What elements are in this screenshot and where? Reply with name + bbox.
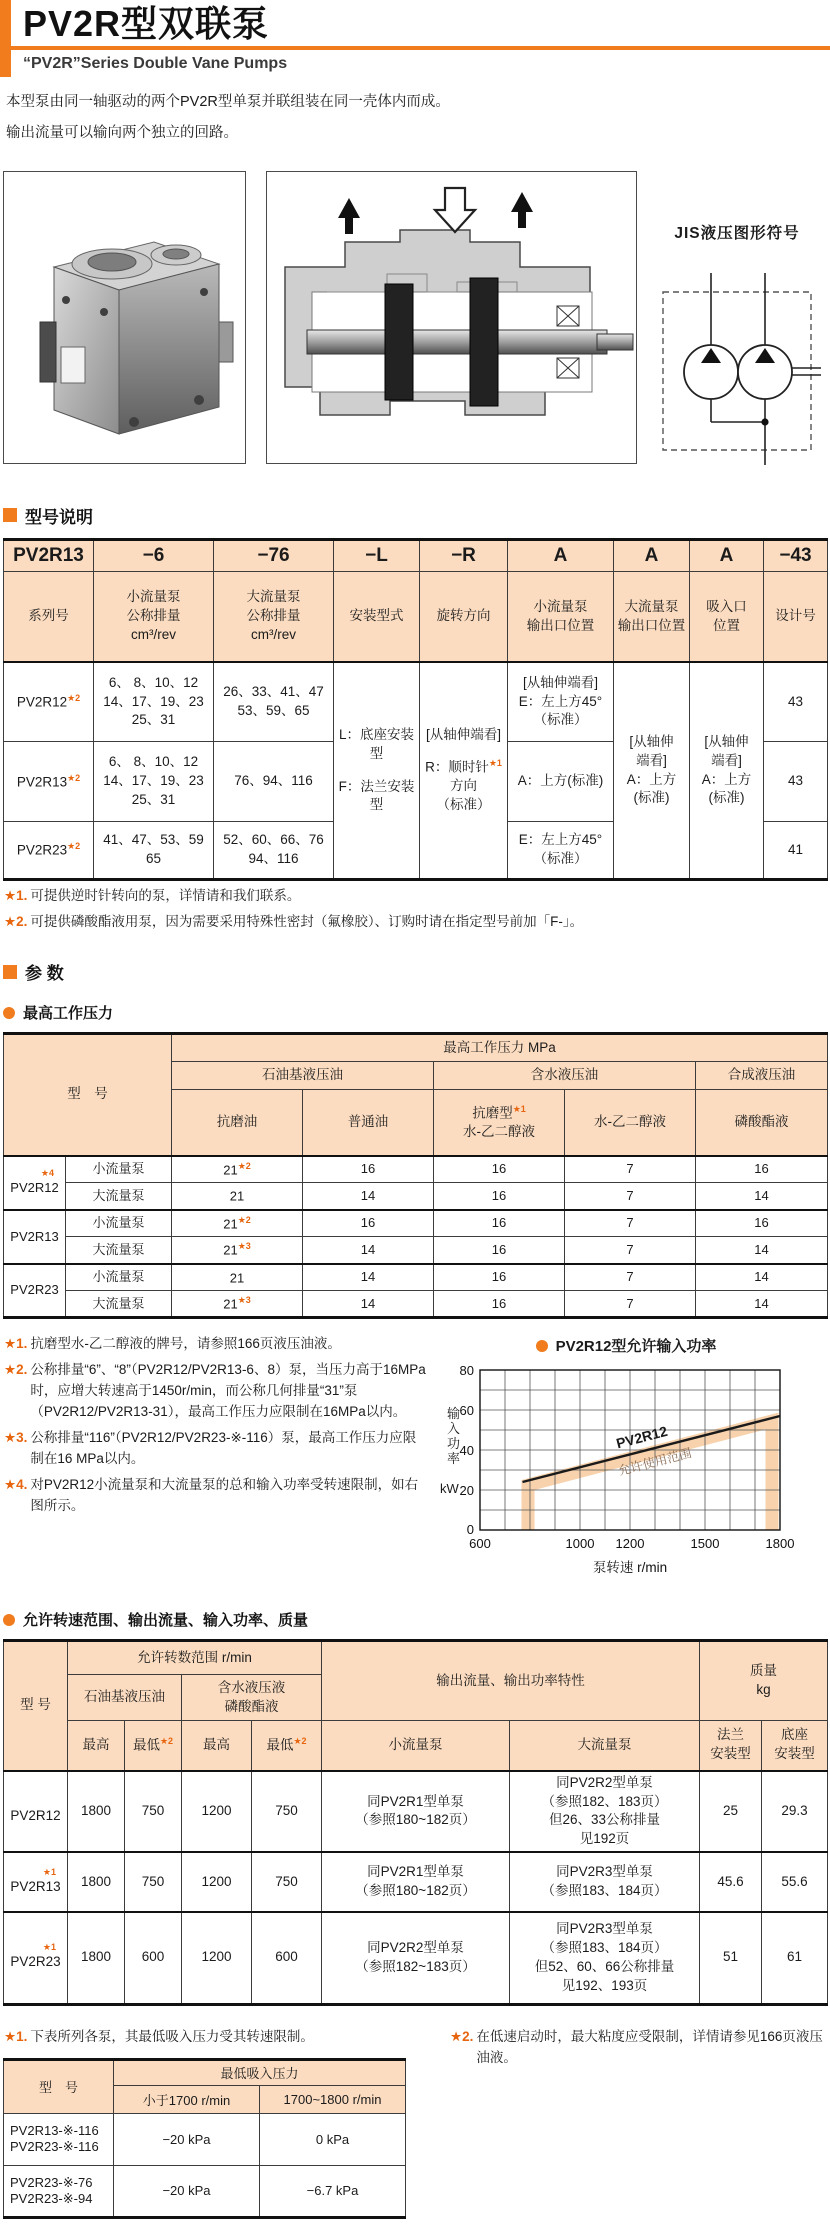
subsection-max-pressure [3,1002,830,1023]
section-title: 型号说明 [25,507,93,527]
code-cell: A [508,539,614,572]
value-cell: 14 [303,1183,434,1210]
small-displacement-cell: 6、 8、10、12 14、17、19、23 25、31 [94,742,214,822]
value-cell: 750 [125,1852,182,1912]
footnote-marker: ★2. [450,2028,474,2044]
value-cell: −20 kPa [114,2113,260,2165]
column-header: 大流量泵 输出口位置 [614,572,690,662]
table-row [4,1156,828,1183]
page-header [0,0,830,77]
page-title: PV2R型双联泵 [23,3,270,44]
code-cell: −76 [214,539,334,572]
large-outlet-cell: [从轴伸 端看] A：上方 (标准) [614,662,690,880]
footnote-marker: ★1. [4,2028,28,2044]
value-cell: 14 [696,1264,828,1291]
table-row [4,662,828,742]
column-header: 大流量泵 公称排量 cm³/rev [214,572,334,662]
small-outlet-cell: E：左上方45° （标准） [508,822,614,880]
value-cell: 1200 [182,1912,252,2004]
input-power-chart [428,1335,824,1591]
table-row [4,1183,828,1210]
value-cell: 21 [172,1264,303,1291]
footnote-text: 下表所列各泵，其最低吸入压力受其转速限制。 [30,2028,314,2044]
value-cell: 14 [696,1237,828,1264]
code-cell: PV2R13 [4,539,94,572]
oil-type-header: 抗磨油 [172,1090,303,1156]
chart-x-axis-label: 泵转速 r/min [592,1560,668,1576]
cross-section-drawing [267,172,635,462]
value-cell: 1200 [182,1852,252,1912]
value-cell: 600 [125,1912,182,2004]
oil-group-header: 合成液压油 [696,1062,828,1090]
pump-size-cell: 大流量泵 [66,1291,172,1318]
mass-cell: 29.3 [762,1771,828,1853]
max-header: 最高 [68,1721,125,1771]
value-cell: 14 [696,1291,828,1318]
model-cell: $^{★1}$ PV2R13 [4,1852,68,1912]
column-header: 设计号 [764,572,828,662]
svg-text:0: 0 [466,1522,474,1538]
pump-size-cell: 小流量泵 [66,1210,172,1237]
value-cell: 7 [565,1264,696,1291]
large-displacement-cell: 26、33、41、47 53、59、65 [214,662,334,742]
bottom-left-column [0,2022,420,2219]
value-cell: 14 [303,1237,434,1264]
series-cell: $PV2R13^{★2}$ [4,742,94,822]
rotation-cell: [从轴伸端看] R：顺时针$^{★1}$ 方向 （标准） [420,662,508,880]
pressure-header-row [4,1034,828,1062]
column-header: 安装型式 [334,572,420,662]
section-parameters [3,959,830,984]
orange-square-icon [3,965,17,979]
value-cell: 7 [565,1156,696,1183]
value-cell: 7 [565,1237,696,1264]
chart-y-axis-label: 输入功率 [446,1406,460,1466]
value-cell: 14 [303,1264,434,1291]
column-header: 系列号 [4,572,94,662]
value-cell: 600 [252,1912,322,2004]
pump-size-cell: 小流量泵 [66,1264,172,1291]
subsection-speed-flow [3,1609,830,1630]
value-cell: 7 [565,1210,696,1237]
svg-text:1500: 1500 [690,1536,720,1552]
value-cell: 16 [696,1210,828,1237]
column-header: 小流量泵 输出口位置 [508,572,614,662]
x-tick-labels [469,1536,794,1551]
notes-and-chart-row [0,1329,830,1591]
pump-size-cell: 小流量泵 [66,1156,172,1183]
orange-dot-icon [3,1007,15,1019]
value-cell: 16 [303,1210,434,1237]
oil-group-header: 石油基液压油 [172,1062,434,1090]
svg-text:80: 80 [459,1363,474,1379]
jis-symbol-label: JIS液压图形符号 [674,224,800,242]
small-pump-ref-cell: 同PV2R2型单泵 （参照182~183页） [322,1912,510,2004]
bottom-section [0,2022,830,2219]
line-label: PV2R12 [614,1423,669,1452]
footnote-text: 可提供磷酸酯液用泵，因为需要采用特殊性密封（氟橡胶）、订购时请在指定型号前加「F-」。 [30,914,584,930]
value-cell: −6.7 kPa [260,2165,406,2217]
model-label-header: 型 号 [4,1034,172,1156]
value-cell: 750 [125,1771,182,1853]
small-displacement-cell: 41、47、53、59 65 [94,822,214,880]
page-subtitle: “PV2R”Series Double Vane Pumps [23,55,288,73]
orange-dot-icon [536,1340,548,1352]
footnote-text: 对PV2R12小流量泵和大流量泵的总和输入功率受转速限制，如右图所示。 [30,1476,419,1513]
mass-cell: 61 [762,1912,828,2004]
value-cell: $21^{★3}$ [172,1237,303,1264]
code-cell: −L [334,539,420,572]
model-code-table [3,538,828,882]
footnote [4,912,830,933]
jis-hydraulic-symbol [651,267,823,472]
footnote-marker: ★2 [67,692,81,703]
max-pressure-table [3,1032,828,1319]
small-outlet-cell: A：上方(标准) [508,742,614,822]
table-row [4,2113,406,2165]
value-cell: 14 [696,1183,828,1210]
table-row [4,1237,828,1264]
intro-line: 输出流量可以输向两个独立的回路。 [6,124,238,141]
design-number-cell: 41 [764,822,828,880]
model-label-header: 型 号 [4,2059,114,2113]
small-displacement-cell: 6、 8、10、12 14、17、19、23 25、31 [94,662,214,742]
chart-title: PV2R12型允许输入功率 [555,1338,717,1356]
oil-type-header: 普通油 [303,1090,434,1156]
column-header: 旋转方向 [420,572,508,662]
footnote-text: 抗磨型水-乙二醇液的牌号，请参照166页液压油液。 [30,1336,341,1352]
footnote-text: 公称排量“6”、“8”（PV2R12/PV2R13-6、8）泵，当压力高于16MPa时，应增大转速高于1450r/min，而公称几何排量“31”泵（PV2R12/PV2R13-31），最高工作压力应限制在16MPa以内。 [30,1362,426,1419]
speed-band-header: 1700~1800 r/min [260,2085,406,2113]
svg-text:60: 60 [459,1403,474,1419]
mass-cell: 45.6 [700,1852,762,1912]
band-label: 允许使用范围 [616,1446,694,1479]
value-cell: −20 kPa [114,2165,260,2217]
table-row [4,1912,828,2004]
oil-type-header: 磷酸酯液 [696,1090,828,1156]
value-cell: 7 [565,1291,696,1318]
footnote-marker: ★3. [4,1429,28,1445]
model-cell: $^{★1}$ PV2R23 [4,1912,68,2004]
min-header: 最低$^{★2}$ [252,1721,322,1771]
large-pump-ref-cell: 同PV2R3型单泵 （参照183、184页） [510,1852,700,1912]
footnote-marker: ★4. [4,1476,28,1492]
value-cell: 16 [434,1291,565,1318]
footnote-marker: ★2. [4,914,28,930]
mass-cell: 51 [700,1912,762,2004]
large-pump-ref-cell: 同PV2R2型单泵 （参照182、183页） 但26、33公称排量 见192页 [510,1771,700,1853]
value-cell: 14 [303,1291,434,1318]
small-outlet-cell: [从轴伸端看] E：左上方45° （标准） [508,662,614,742]
subsection-title: 最高工作压力 [23,1005,114,1023]
svg-text:1200: 1200 [615,1536,645,1552]
code-cell: A [690,539,764,572]
small-pump-header: 小流量泵 [322,1721,510,1771]
flow-power-header: 输出流量、输出功率特性 [322,1641,700,1721]
y-tick-labels [460,1363,474,1537]
chart-plot [428,1360,820,1586]
footnote [4,886,830,907]
section-title: 参 数 [25,964,64,984]
pressure-footnotes [0,1329,428,1591]
footnote-marker: ★1 [488,757,502,768]
large-pump-header: 大流量泵 [510,1721,700,1771]
speed-subheader-row [4,1721,828,1771]
series-cell: $PV2R12^{★2}$ [4,662,94,742]
oil-type-header: 抗磨型$^{★1}$ 水-乙二醇液 [434,1090,565,1156]
value-cell: 1800 [68,1771,125,1853]
value-cell: 21 [172,1183,303,1210]
svg-text:1800: 1800 [765,1536,795,1552]
small-pump-ref-cell: 同PV2R1型单泵 （参照180~182页） [322,1771,510,1853]
table-row [4,1852,828,1912]
pump-size-cell: 大流量泵 [66,1237,172,1264]
code-cell: −R [420,539,508,572]
chart-title-row [428,1335,824,1356]
model-cell: $^{★4}$ PV2R12 [4,1156,66,1210]
footnote-text: 在低速启动时，最大粘度应受限制，详情请参见166页液压油液。 [476,2028,823,2065]
value-cell: 1800 [68,1852,125,1912]
mass-cell: 55.6 [762,1852,828,1912]
model-cell: PV2R12 [4,1771,68,1853]
model-cell: PV2R13 [4,1210,66,1264]
table-row [4,1291,828,1318]
suction-header-row [4,2059,406,2085]
speed-range-header: 允许转数范围 r/min [68,1641,322,1675]
value-cell: 16 [434,1210,565,1237]
oil-type-header: 水-乙二醇液 [565,1090,696,1156]
series-cell: $PV2R23^{★2}$ [4,822,94,880]
value-cell: 7 [565,1183,696,1210]
model-header-row [4,572,828,662]
footnote-marker: ★1. [4,1336,28,1352]
model-cell: PV2R23 [4,1264,66,1318]
footnote-text: 可提供逆时针转向的泵，详情请和我们联系。 [30,888,301,904]
value-cell: $21^{★2}$ [172,1210,303,1237]
footnote-text: 公称排量“116”（PV2R12/PV2R23-※-116）泵，最高工作压力应限制在16 MPa以内。 [30,1429,417,1466]
large-displacement-cell: 76、94、116 [214,742,334,822]
footnote-marker: ★2 [67,772,81,783]
footnote-marker: ★1. [4,888,28,904]
figures-row [3,171,830,477]
max-header: 最高 [182,1721,252,1771]
mass-header: 质量 kg [700,1641,828,1721]
model-cell: PV2R13-※-116 PV2R23-※-116 [4,2113,114,2165]
column-header: 吸入口 位置 [690,572,764,662]
table-row [4,1210,828,1237]
orange-square-icon [3,508,17,522]
model-label-header: 型 号 [4,1641,68,1771]
code-cell: −43 [764,539,828,572]
value-cell: 0 kPa [260,2113,406,2165]
value-cell: 16 [434,1156,565,1183]
large-pump-ref-cell: 同PV2R3型单泵 （参照183、184页） 但52、60、66公称排量 见192、193页 [510,1912,700,2004]
suction-cell: [从轴伸 端看] A：上方 (标准) [690,662,764,880]
orange-dot-icon [3,1614,15,1626]
suction-pressure-header: 最低吸入压力 [114,2059,406,2085]
speed-band-header: 小于1700 r/min [114,2085,260,2113]
oil-group-header: 石油基液压油 [68,1675,182,1721]
footnote-marker: ★1 [512,1103,526,1114]
value-cell: 16 [434,1264,565,1291]
value-cell: 1200 [182,1771,252,1853]
speed-flow-mass-table [3,1639,828,2006]
design-number-cell: 43 [764,742,828,822]
flange-mount-header: 法兰 安装型 [700,1721,762,1771]
jis-symbol-block [651,171,823,477]
speed-header-row [4,1641,828,1675]
footnote-marker: ★2 [67,841,81,852]
design-number-cell: 43 [764,662,828,742]
intro-text [6,91,830,144]
code-cell: A [614,539,690,572]
intro-line: 本型泵由同一轴驱动的两个PV2R型单泵并联组装在同一壳体内而成。 [6,94,450,111]
table-row [4,1264,828,1291]
value-cell: 1800 [68,1912,125,2004]
code-cell: −6 [94,539,214,572]
min-header: 最低$^{★2}$ [125,1721,182,1771]
bottom-right-column [420,2022,830,2219]
column-header: 小流量泵 公称排量 cm³/rev [94,572,214,662]
model-cell: PV2R23-※-76 PV2R23-※-94 [4,2165,114,2217]
value-cell: $21^{★2}$ [172,1156,303,1183]
svg-text:1000: 1000 [565,1536,595,1552]
value-cell: 750 [252,1852,322,1912]
table-row [4,2165,406,2217]
pump-cross-section-figure [266,171,637,464]
mass-cell: 25 [700,1771,762,1853]
value-cell: 16 [434,1237,565,1264]
oil-group-header: 含水液压油 [434,1062,696,1090]
section-model-explanation [3,503,830,528]
chart-y-axis-unit: kW [440,1481,459,1497]
small-pump-ref-cell: 同PV2R1型单泵 （参照180~182页） [322,1852,510,1912]
value-cell: 16 [434,1183,565,1210]
footnote-marker: ★2. [4,1362,28,1378]
table-row [4,1771,828,1853]
model-code-row [4,539,828,572]
pressure-title-header: 最高工作压力 MPa [172,1034,828,1062]
oil-group-header: 含水液压液 磷酸酯液 [182,1675,322,1721]
subsection-title: 允许转速范围、输出流量、输入功率、质量 [23,1612,309,1630]
svg-text:40: 40 [459,1443,474,1459]
value-cell: $21^{★3}$ [172,1291,303,1318]
svg-text:20: 20 [459,1483,474,1499]
value-cell: 16 [696,1156,828,1183]
value-cell: 16 [303,1156,434,1183]
suction-pressure-table [3,2058,406,2219]
pump-size-cell: 大流量泵 [66,1183,172,1210]
foot-mount-header: 底座 安装型 [762,1721,828,1771]
svg-text:600: 600 [469,1536,491,1552]
pump-photo-figure [3,171,246,464]
mounting-cell: L：底座安装型 F：法兰安装型 [334,662,420,880]
large-displacement-cell: 52、60、66、76 94、116 [214,822,334,880]
pump-photo-drawing [4,172,244,462]
value-cell: 750 [252,1771,322,1853]
